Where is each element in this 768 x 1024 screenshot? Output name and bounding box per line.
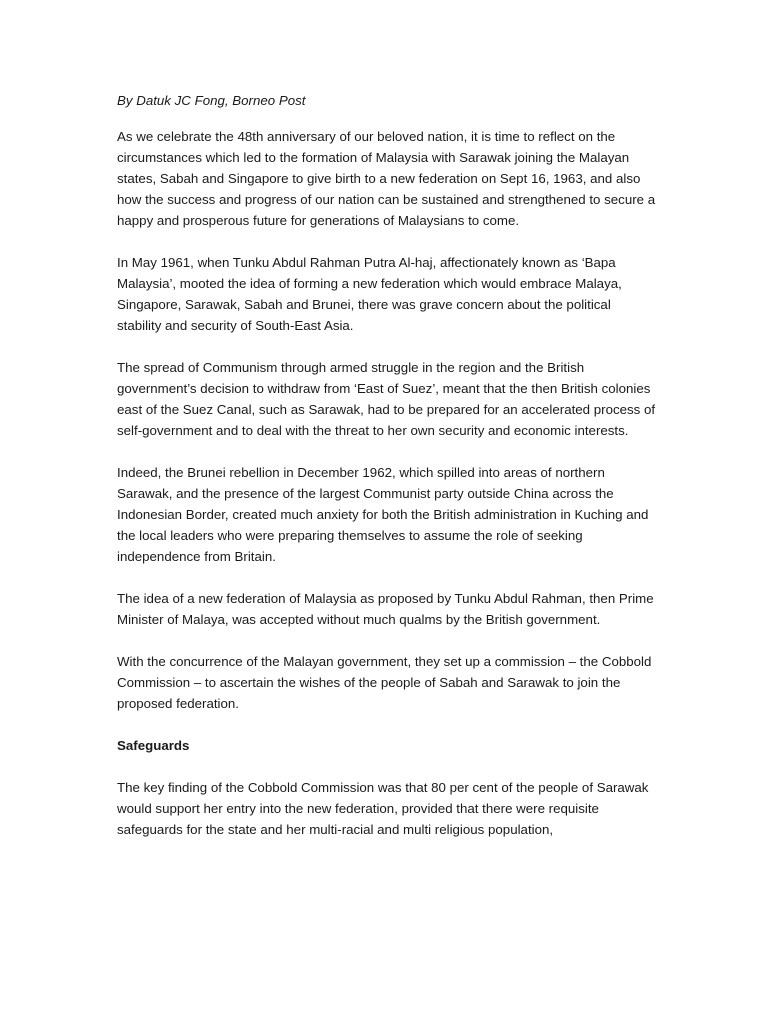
paragraph-anniversary: As we celebrate the 48th anniversary of our beloved nation, it is time to reflect on the circumstances which led to the formation of Malaysia with Sarawak joining the Malayan states, Sabah and Singapore to give birth to a new federation on Sept 16, 1963, and also how the success and progress of our nation can be sustained and strengthened to secure a happy and prosperous future for generations of Malaysians to come.: [117, 129, 656, 228]
section-heading-safeguards: Safeguards: [117, 738, 190, 753]
paragraph-cobbold-commission: With the concurrence of the Malayan government, they set up a commission – the Cobbold Commission – to ascertain the wishes of the people of Sabah and Sarawak to join the proposed federation.: [117, 654, 652, 711]
paragraph-federation-idea: The idea of a new federation of Malaysia as proposed by Tunku Abdul Rahman, then Prime Minister of Malaya, was accepted without much qualms by the British government.: [117, 591, 654, 627]
paragraph-may-1961: In May 1961, when Tunku Abdul Rahman Putra Al-haj, affectionately known as ‘Bapa Malaysia’, mooted the idea of forming a new federation which would embrace Malaya, Singapore, Sarawak, Sabah and Brunei, there was grave concern about the political stability and security of South-East Asia.: [117, 255, 622, 333]
paragraph-communism: The spread of Communism through armed struggle in the region and the British government’s decision to withdraw from ‘East of Suez’, meant that the then British colonies east of the Suez Canal, such as Sarawak, had to be prepared for an accelerated process of self-government and to deal with the threat to her own security and economic interests.: [117, 360, 656, 438]
article-byline: By Datuk JC Fong, Borneo Post: [117, 93, 306, 108]
article-body: [117, 90, 657, 861]
paragraph-brunei-rebellion: Indeed, the Brunei rebellion in December 1962, which spilled into areas of northern Sarawak, and the presence of the largest Communist party outside China across the Indonesian Border, created much anxiety for both the British administration in Kuching and the local leaders who were preparing themselves to assume the role of seeking independence from Britain.: [117, 465, 649, 564]
paragraph-key-finding: The key finding of the Cobbold Commission was that 80 per cent of the people of Sarawak would support her entry into the new federation, provided that there were requisite safeguards for the state and her multi-racial and multi religious population,: [117, 780, 649, 837]
